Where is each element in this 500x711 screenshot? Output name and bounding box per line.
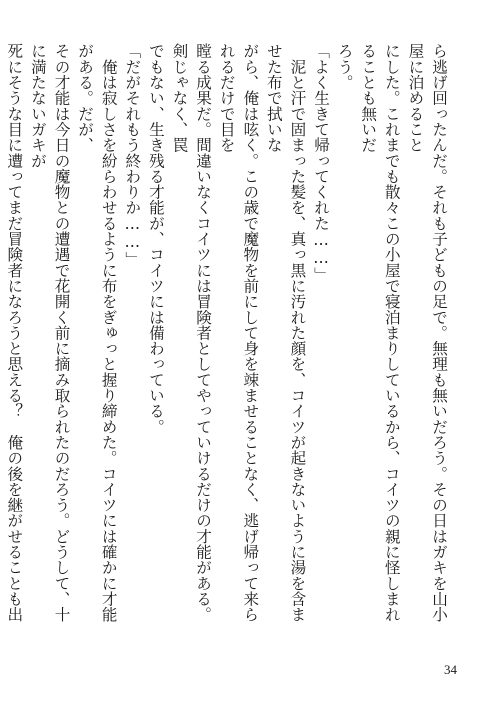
text-line: 瞠る成果だ。間違いなくコイツには冒険者としてやっていけるだけの才能がある。剣じゃなく、罠 — [170, 43, 213, 623]
text-line: 死にそうな目に遭ってまだ冒険者になろうと思える？ 俺の後を継がせることも出 — [5, 43, 24, 623]
text-line: 「だがそれもう終わりか……」 — [123, 43, 142, 267]
page-number: 34 — [444, 662, 457, 677]
text-line: その才能は今日の魔物との遭遇で花開く前に摘み取られたのだろう。どうして、十に満たないガキが — [28, 43, 71, 623]
text-line: ら逃げ回ったんだ。それも子どもの足で。無理も無いだろう。その日はガキを山小屋に泊めること — [406, 43, 448, 623]
text-line: がら、俺は呟く。この歳で魔物を前にして身を竦ませることなく、逃げ帰って来られるだけで目を — [217, 43, 260, 623]
text-line: 「よく生きて帰ってくれた……」 — [312, 43, 331, 283]
text-line: にした。これまでも散々この小屋で寝泊まりしているから、コイツの親に怪しまれることも無いだ — [359, 43, 401, 623]
text-line: 俺は寂しさを紛らわせるように布をぎゅっと握り締めた。コイツには確かに才能がある。だが、 — [76, 43, 118, 623]
text-line: でもない、生き残る才能が、コイツには備わっている。 — [146, 43, 165, 435]
text-line: ろう。 — [335, 43, 354, 90]
text-line: 泥と汗で固まった髪を、真っ黒に汚れた顔を、コイツが起きないように湯を含ませた布で拭いな — [264, 43, 307, 623]
vertical-text-body — [5, 43, 450, 633]
